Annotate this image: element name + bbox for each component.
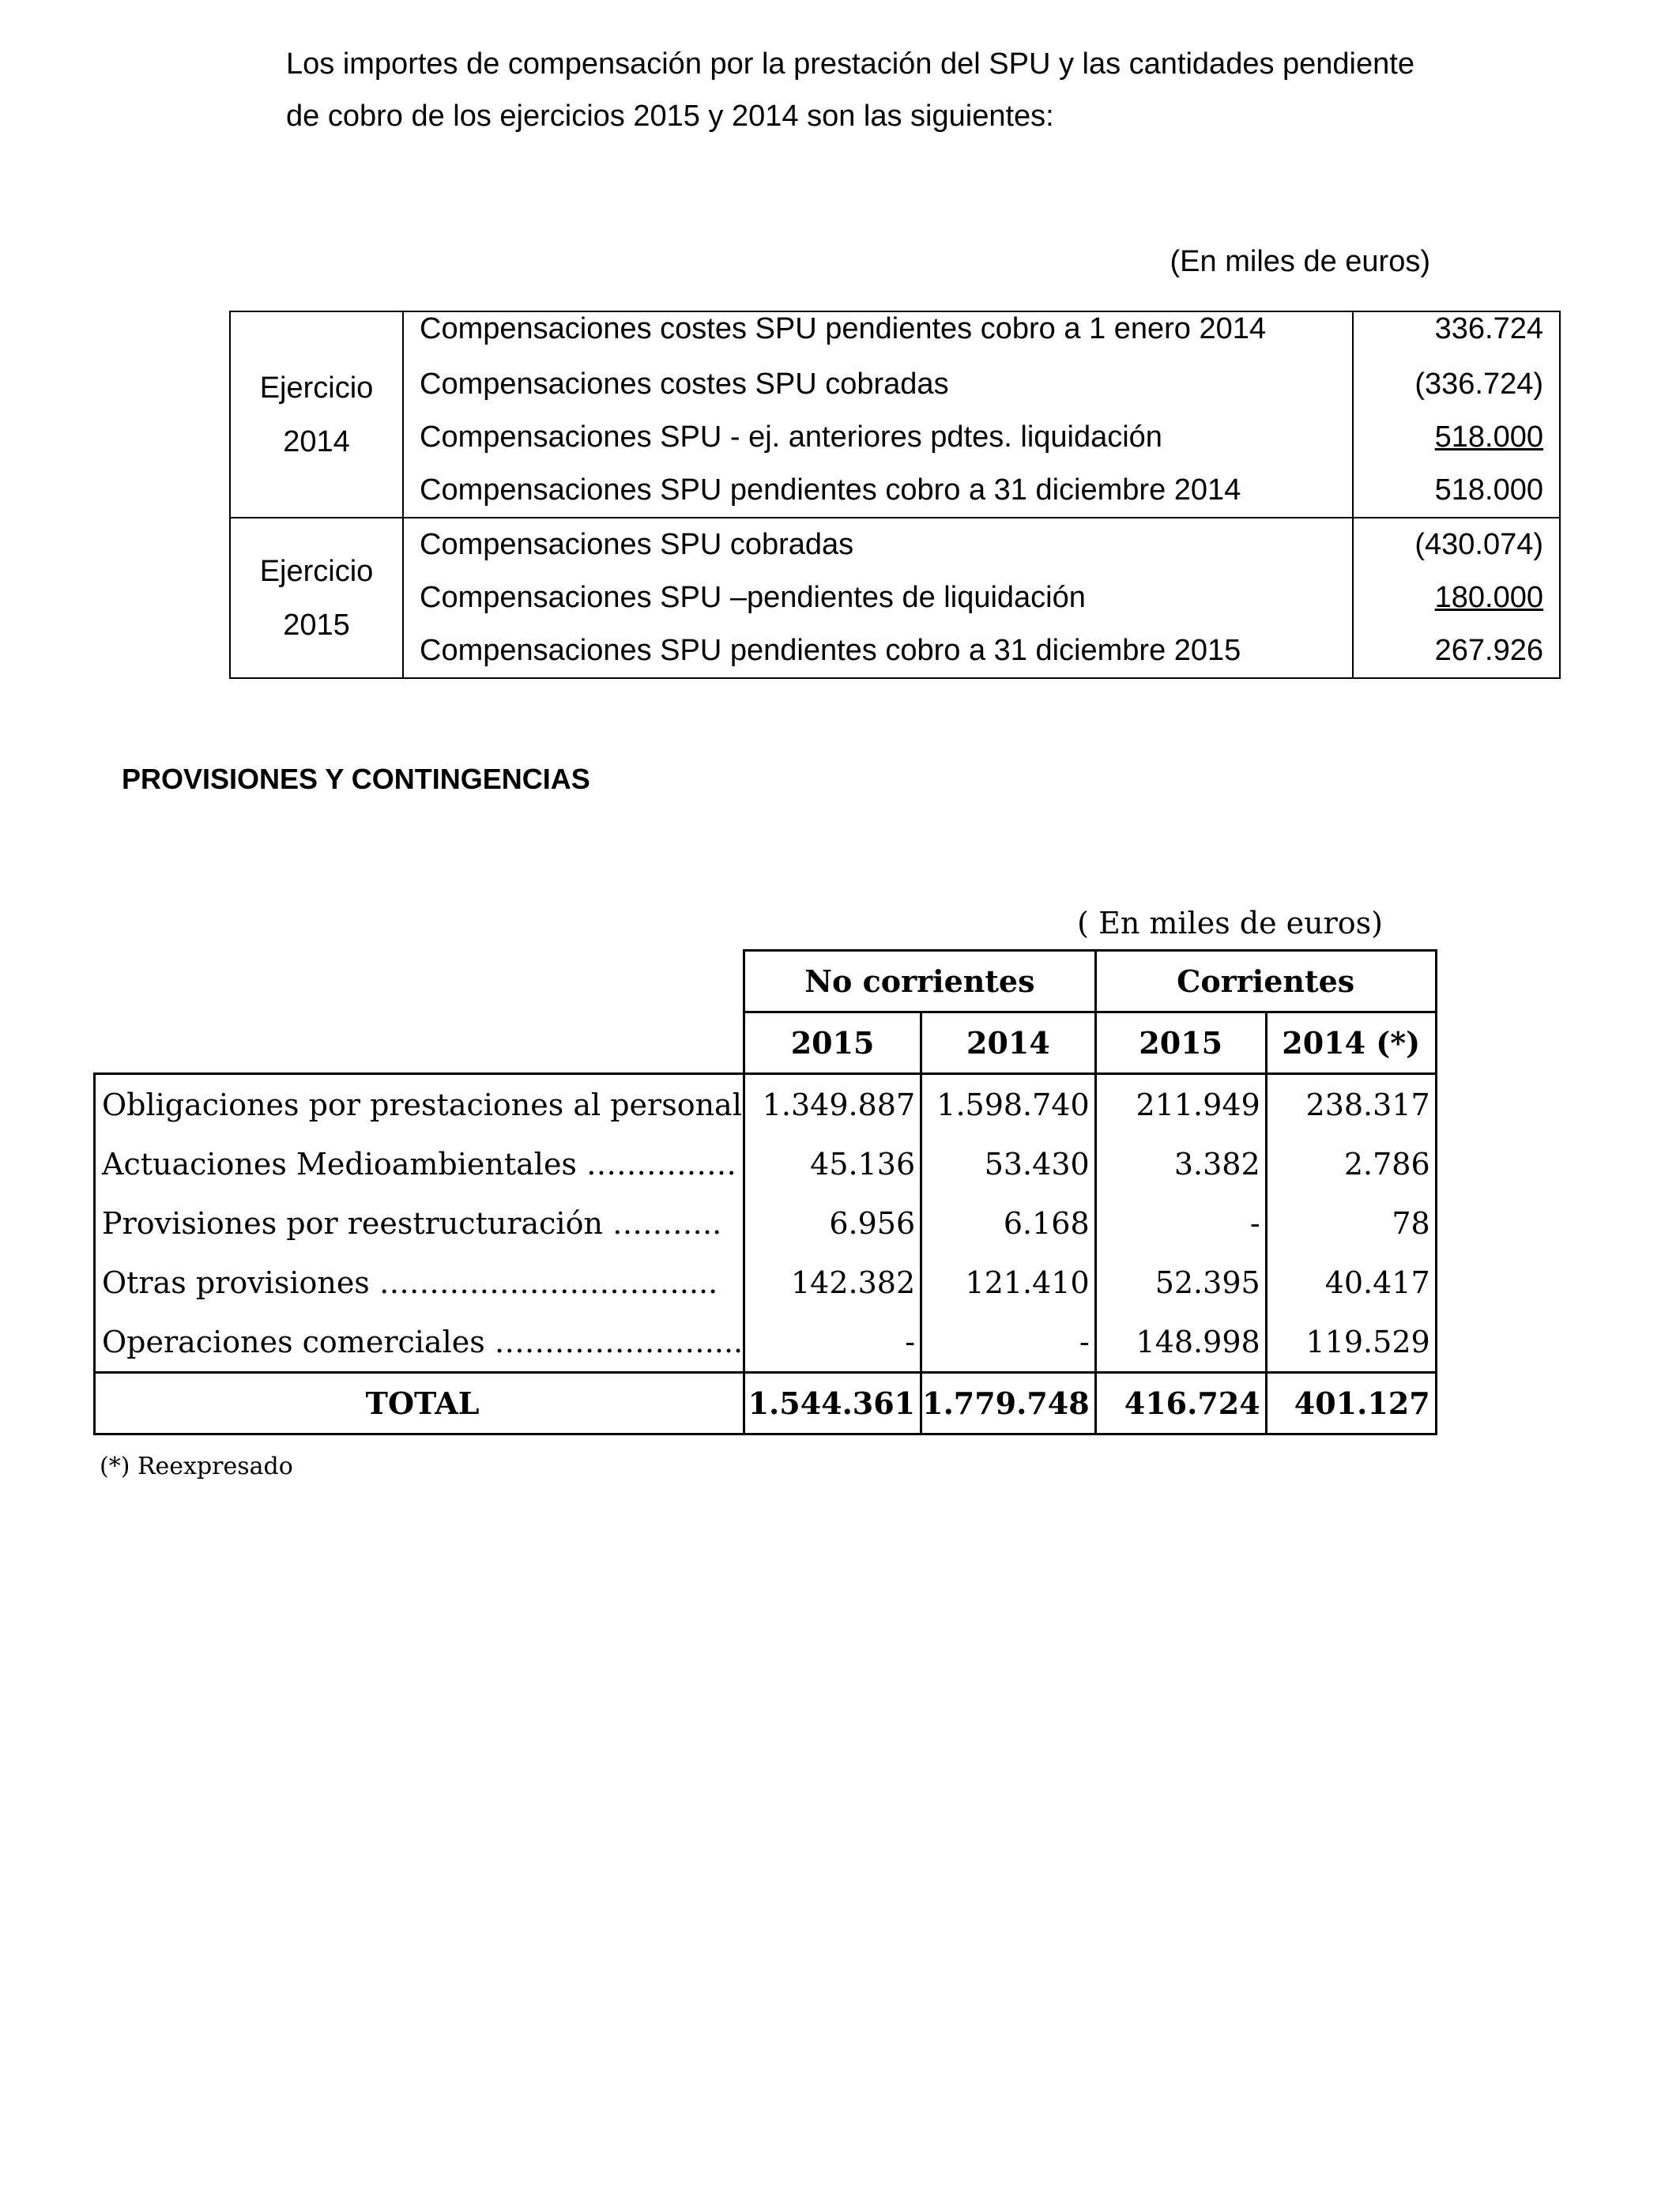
year-header: 2014 — [921, 1012, 1096, 1074]
table-row — [230, 518, 1560, 571]
value-cell: 142.382 — [744, 1253, 921, 1312]
underlined-amount: 180.000 — [1434, 581, 1543, 614]
row-description: Compensaciones costes SPU cobradas — [403, 358, 1353, 411]
year-label-cell — [230, 311, 403, 518]
value-cell: 45.136 — [744, 1134, 921, 1193]
value-cell: - — [1095, 1193, 1266, 1253]
value-cell: 2.786 — [1266, 1134, 1436, 1193]
row-amount: 336.724 — [1353, 311, 1560, 358]
value-cell: - — [921, 1312, 1096, 1373]
row-amount-underlined — [1353, 571, 1560, 624]
row-amount: (430.074) — [1353, 518, 1560, 571]
value-cell: 238.317 — [1266, 1074, 1436, 1135]
row-description: Compensaciones costes SPU pendientes cobro a 1 enero 2014 — [403, 311, 1353, 358]
table-row — [95, 1193, 1437, 1253]
row-label: Provisiones por reestructuración ……….. — [95, 1193, 744, 1253]
empty-corner-cell — [95, 1012, 744, 1074]
table2-units-caption: ( En miles de euros) — [1077, 906, 1383, 941]
table-row — [230, 411, 1560, 464]
table-row — [230, 571, 1560, 624]
group-header-current: Corrientes — [1095, 951, 1436, 1012]
table-row — [230, 624, 1560, 678]
group-header-non-current: No corrientes — [744, 951, 1096, 1012]
value-cell: 211.949 — [1095, 1074, 1266, 1135]
value-cell: 119.529 — [1266, 1312, 1436, 1373]
year-label-word: Ejercicio — [259, 371, 374, 405]
year-label-word: Ejercicio — [259, 554, 374, 588]
year-label-cell — [230, 518, 403, 678]
intro-line-1: Los importes de compensación por la prestación del SPU y las cantidades pendiente — [286, 47, 1414, 81]
total-value: 1.544.361 — [744, 1373, 921, 1434]
table1-units-caption: (En miles de euros) — [1170, 245, 1430, 278]
table-row — [230, 311, 1560, 358]
value-cell: 40.417 — [1266, 1253, 1436, 1312]
row-amount-underlined — [1353, 411, 1560, 464]
row-label: Otras provisiones ………………………….... — [95, 1253, 744, 1312]
value-cell: 1.598.740 — [921, 1074, 1096, 1135]
row-description: Compensaciones SPU cobradas — [403, 518, 1353, 571]
table-row — [95, 1134, 1437, 1193]
year-header: 2015 — [744, 1012, 921, 1074]
total-value: 1.779.748 — [921, 1373, 1096, 1434]
footnote: (*) Reexpresado — [100, 1453, 293, 1480]
total-row — [95, 1373, 1437, 1434]
year-block-2014 — [230, 311, 1560, 518]
row-amount: (336.724) — [1353, 358, 1560, 411]
row-description: Compensaciones SPU pendientes cobro a 31 diciembre 2015 — [403, 624, 1353, 678]
provisions-table — [93, 949, 1437, 1435]
group-header-row — [95, 951, 1437, 1012]
year-label-year: 2014 — [283, 424, 350, 458]
table-row — [95, 1074, 1437, 1135]
table-row — [230, 358, 1560, 411]
row-label: Actuaciones Medioambientales …………… — [95, 1134, 744, 1193]
value-cell: 148.998 — [1095, 1312, 1266, 1373]
value-cell: 53.430 — [921, 1134, 1096, 1193]
total-label: TOTAL — [95, 1373, 744, 1434]
row-label: Obligaciones por prestaciones al personal — [95, 1074, 744, 1135]
year-header-row — [95, 1012, 1437, 1074]
spu-compensation-table — [229, 311, 1561, 679]
row-amount: 518.000 — [1353, 464, 1560, 518]
total-value: 416.724 — [1095, 1373, 1266, 1434]
row-label: Operaciones comerciales ………………….... — [95, 1312, 744, 1373]
value-cell: 121.410 — [921, 1253, 1096, 1312]
total-value: 401.127 — [1266, 1373, 1436, 1434]
value-cell: 1.349.887 — [744, 1074, 921, 1135]
row-description: Compensaciones SPU pendientes cobro a 31 diciembre 2014 — [403, 464, 1353, 518]
year-header: 2015 — [1095, 1012, 1266, 1074]
year-block-2015 — [230, 518, 1560, 678]
value-cell: - — [744, 1312, 921, 1373]
row-description: Compensaciones SPU –pendientes de liquidación — [403, 571, 1353, 624]
value-cell: 78 — [1266, 1193, 1436, 1253]
value-cell: 6.956 — [744, 1193, 921, 1253]
empty-corner-cell — [95, 951, 744, 1012]
year-header: 2014 (*) — [1266, 1012, 1436, 1074]
table-row — [230, 464, 1560, 518]
underlined-amount: 518.000 — [1434, 420, 1543, 454]
intro-paragraph — [286, 38, 1471, 142]
row-amount: 267.926 — [1353, 624, 1560, 678]
section-title: PROVISIONES Y CONTINGENCIAS — [122, 763, 590, 795]
table-row — [95, 1312, 1437, 1373]
row-description: Compensaciones SPU - ej. anteriores pdtes. liquidación — [403, 411, 1353, 464]
value-cell: 52.395 — [1095, 1253, 1266, 1312]
table-row — [95, 1253, 1437, 1312]
value-cell: 3.382 — [1095, 1134, 1266, 1193]
year-label-year: 2015 — [283, 608, 350, 642]
value-cell: 6.168 — [921, 1193, 1096, 1253]
intro-line-2: de cobro de los ejercicios 2015 y 2014 son las siguientes: — [286, 100, 1054, 133]
